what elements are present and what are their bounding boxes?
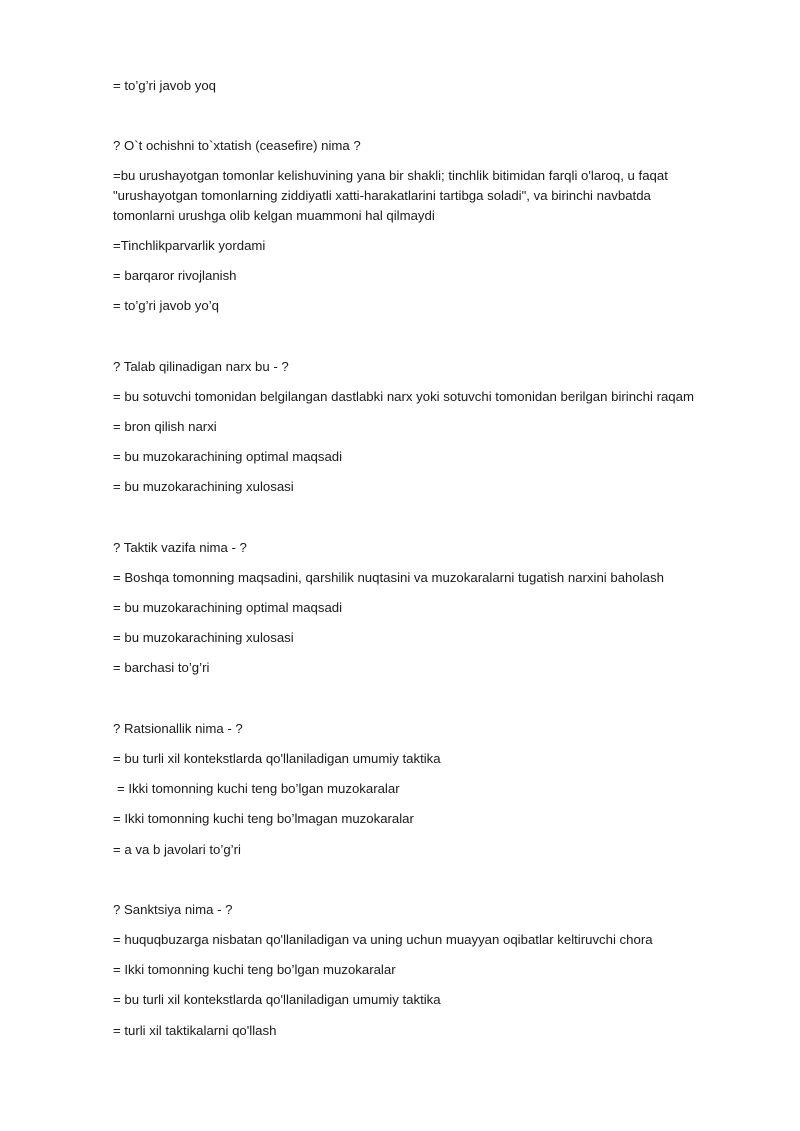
- answer-option: = to’g’ri javob yo’q: [113, 298, 219, 313]
- answer-option: = bron qilish narxi: [113, 419, 217, 434]
- answer-option: = turli xil taktikalarni qo'llash: [113, 1023, 277, 1038]
- answer-option: = bu muzokarachining optimal maqsadi: [113, 600, 343, 615]
- answer-option: = bu turli xil kontekstlarda qo'llaniladigan umumiy taktika: [113, 751, 441, 766]
- answer-option: = Ikki tomonning kuchi teng bo’lgan muzokaralar: [117, 781, 400, 796]
- answer-option: = huquqbuzarga nisbatan qo'llaniladigan va uning uchun muayyan oqibatlar keltiruvchi chora: [113, 932, 653, 947]
- answer-option: = to’g’ri javob yoq: [113, 78, 216, 93]
- question: ? Sanktsiya nima - ?: [113, 902, 233, 917]
- question: ? Taktik vazifa nima - ?: [113, 540, 247, 555]
- question: ? Ratsionallik nima - ?: [113, 721, 243, 736]
- answer-option: = Boshqa tomonning maqsadini, qarshilik nuqtasini va muzokaralarni tugatish narxini baholash: [113, 570, 664, 585]
- answer-option: = barqaror rivojlanish: [113, 268, 237, 283]
- answer-option: = bu turli xil kontekstlarda qo'llaniladigan umumiy taktika: [113, 992, 441, 1007]
- answer-option: = bu muzokarachining optimal maqsadi: [113, 449, 343, 464]
- answer-option: =bu urushayotgan tomonlar kelishuvining yana bir shakli; tinchlik bitimidan farqli o'laroq, u faqat "urushayotgan tomonlarning ziddiyatli xatti-harakatlarini tartibga soladi", va birinchi navbatda tomonlarni urushga olib kelgan muammoni hal qilmaydi: [113, 168, 668, 223]
- answer-option: = Ikki tomonning kuchi teng bo’lmagan muzokaralar: [113, 811, 414, 826]
- answer-option: = bu muzokarachining xulosasi: [113, 479, 294, 494]
- answer-option: = a va b javolari to’g’ri: [113, 842, 241, 857]
- question: ? O`t ochishni to`xtatish (ceasefire) nima ?: [113, 138, 361, 153]
- question: ? Talab qilinadigan narx bu - ?: [113, 359, 289, 374]
- answer-option: = barchasi to’g’ri: [113, 660, 210, 675]
- answer-option: =Tinchlikparvarlik yordami: [113, 238, 266, 253]
- answer-option: = Ikki tomonning kuchi teng bo’lgan muzokaralar: [113, 962, 396, 977]
- answer-option: = bu sotuvchi tomonidan belgilangan dastlabki narx yoki sotuvchi tomonidan berilgan birinchi raqam: [113, 389, 694, 404]
- answer-option: = bu muzokarachining xulosasi: [113, 630, 294, 645]
